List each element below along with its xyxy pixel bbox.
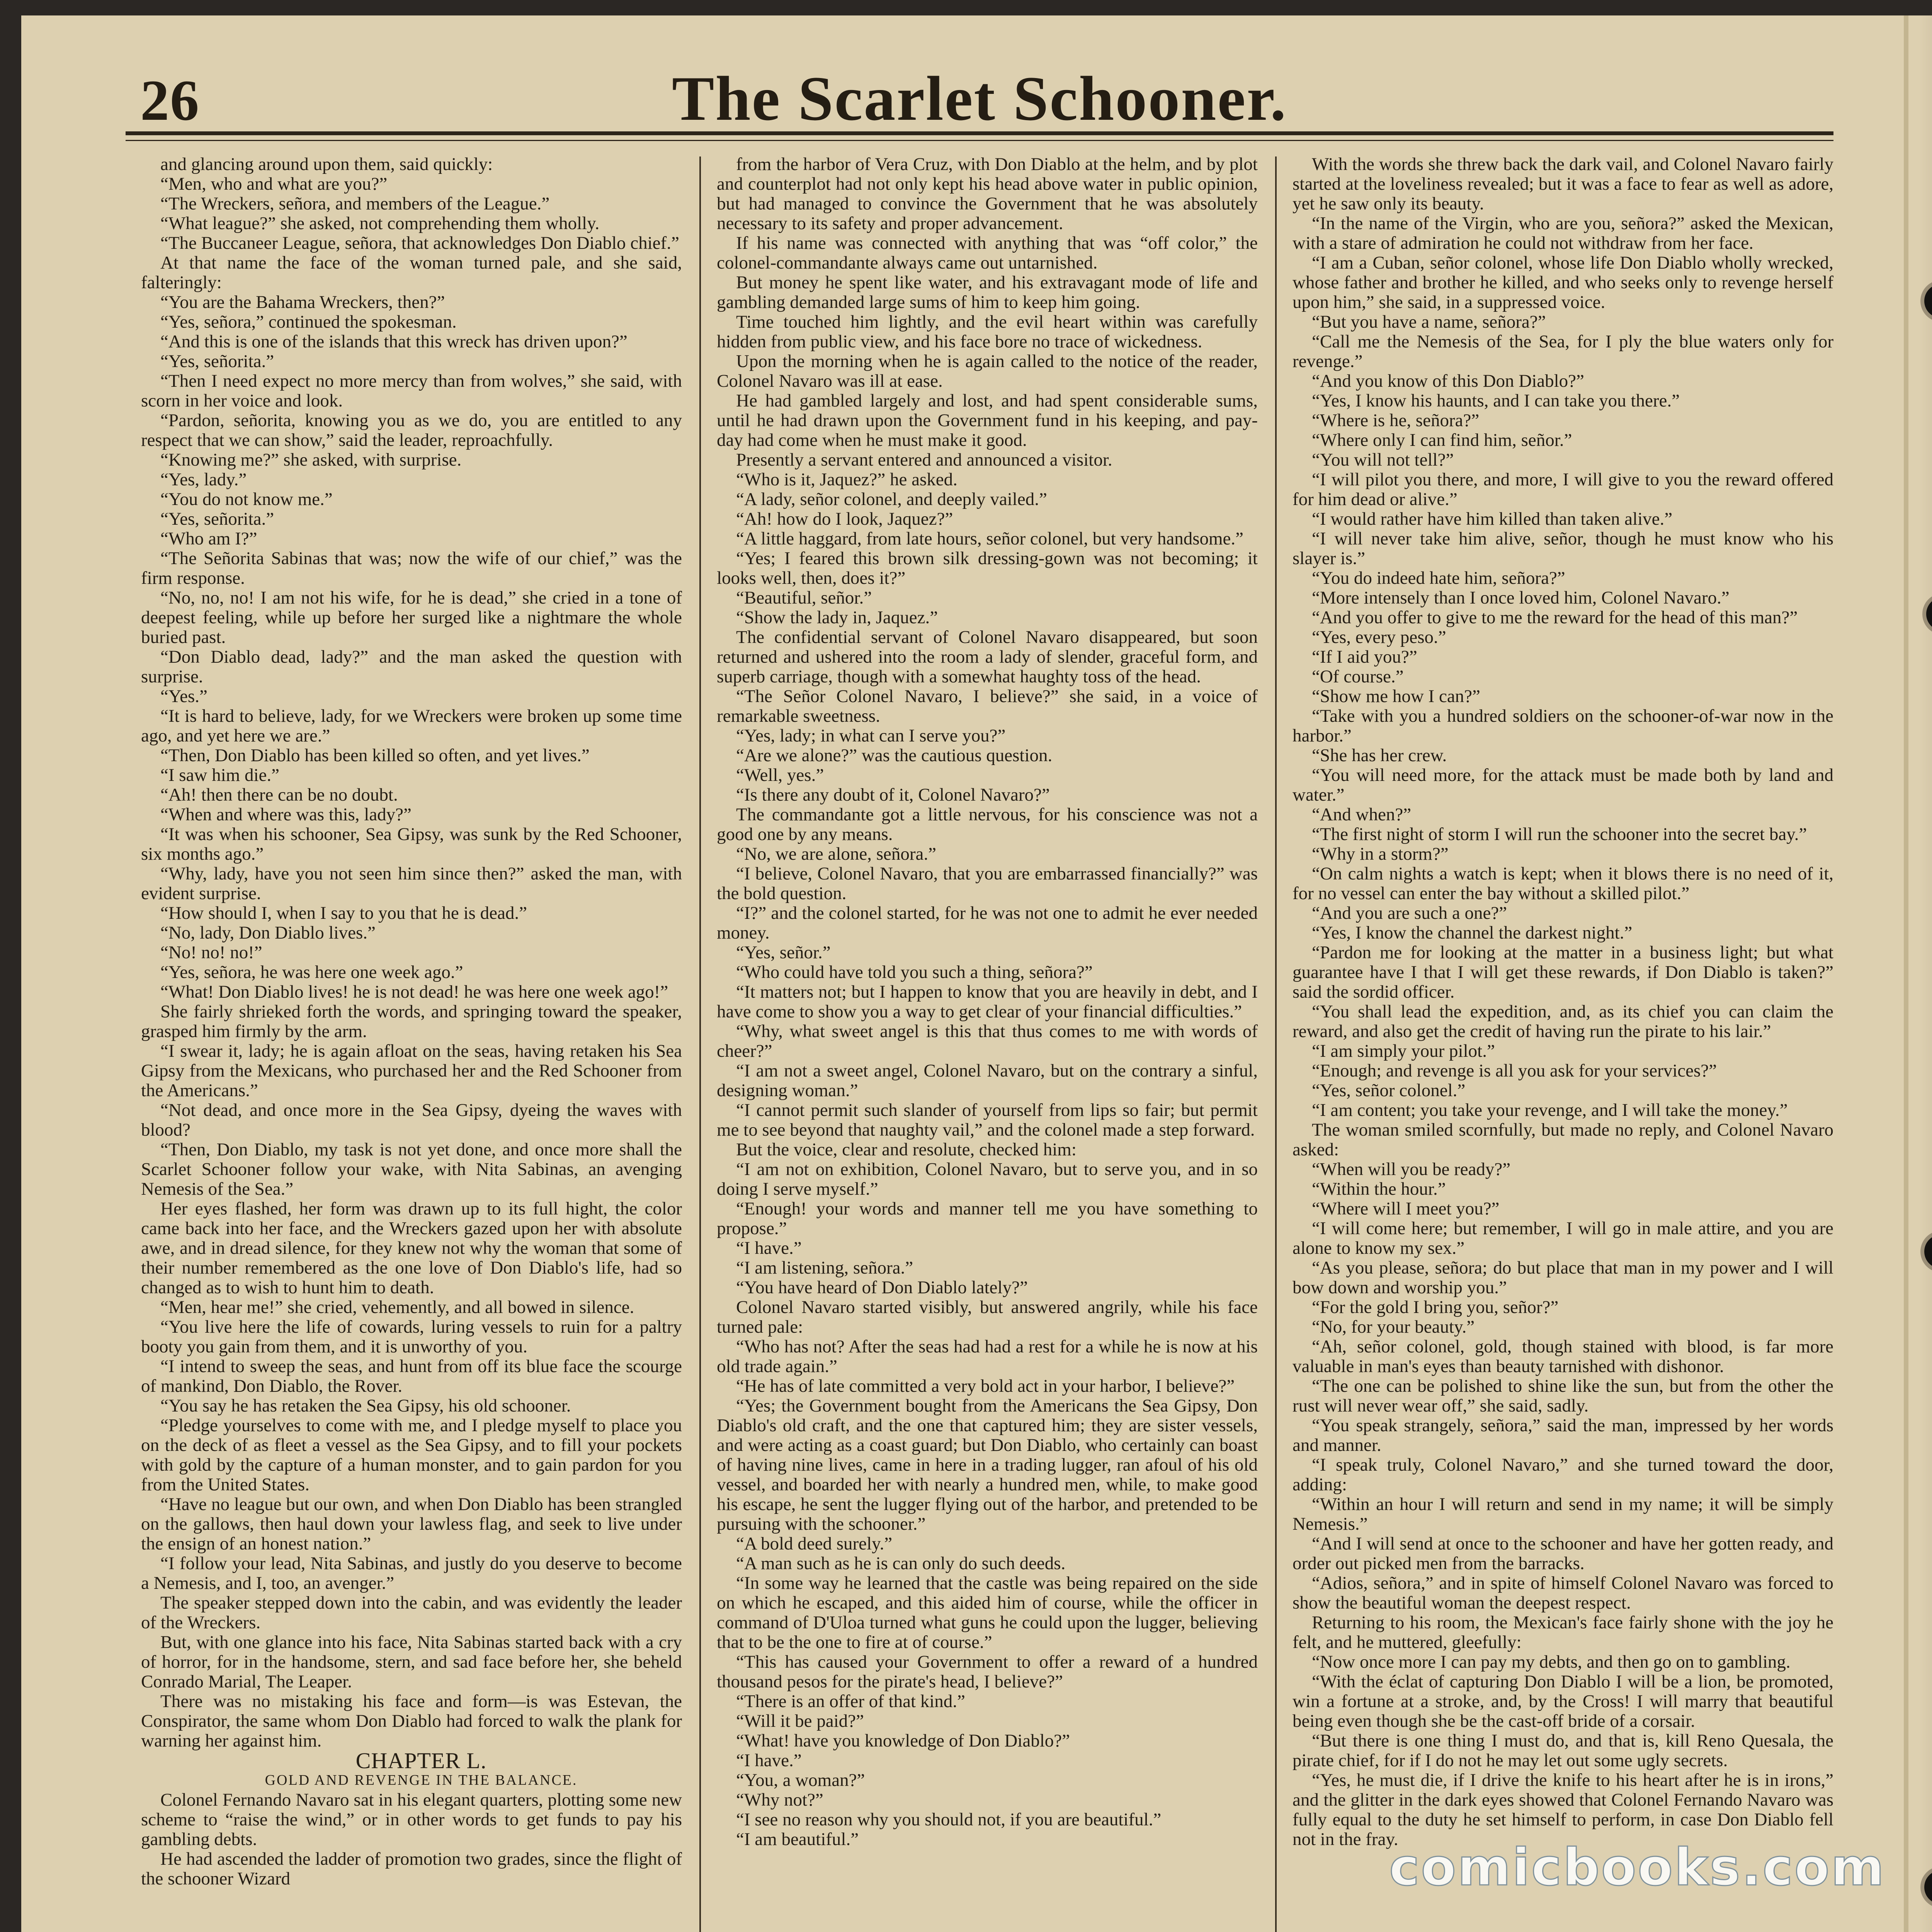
paragraph: “You live here the life of cowards, luring vessels to ruin for a paltry booty you gain from them, and it is unworthy of you. (141, 1317, 682, 1357)
paragraph: “Enough; and revenge is all you ask for your services?” (1312, 1061, 1717, 1081)
paragraph: “Now once more I can pay my debts, and then go on to gambling. (1312, 1652, 1791, 1672)
paragraph: “You have heard of Don Diablo lately?” (736, 1277, 1028, 1298)
paragraph: “I?” and the colonel started, for he was not one to admit he ever needed money. (717, 903, 1258, 943)
paragraph: “I believe, Colonel Navaro, that you are embarrassed financially?” was the bold question. (717, 864, 1258, 903)
paragraph: “Why, what sweet angel is this that thus comes to me with words of cheer?” (717, 1021, 1258, 1061)
paragraph: “Take with you a hundred soldiers on the schooner-of-war now in the harbor.” (1293, 706, 1833, 746)
paragraph: “No, no, no! I am not his wife, for he is dead,” she cried in a tone of deepest feeling, while up before her surged like a nightmare the whole buried past. (141, 588, 682, 647)
paragraph: “In the name of the Virgin, who are you, señora?” asked the Mexican, with a stare of admiration he could not withdraw from her face. (1293, 213, 1833, 253)
paragraph: “Where is he, señora?” (1312, 410, 1480, 430)
paragraph: “Not dead, and once more in the Sea Gipsy, dyeing the waves with blood? (141, 1100, 682, 1140)
paragraph: “No, lady, Don Diablo lives.” (160, 923, 376, 943)
paragraph: “Yes; I feared this brown silk dressing-gown was not becoming; it looks well, then, does it?” (717, 548, 1258, 588)
binding-strip (1904, 15, 1908, 1932)
paragraph: Colonel Fernando Navaro sat in his elegant quarters, plotting some new scheme to “raise the wind,” or in other words to get funds to pay his gambling debts. (141, 1790, 682, 1849)
paragraph: “Don Diablo dead, lady?” and the man asked the question with surprise. (141, 647, 682, 687)
paragraph: “You, a woman?” (736, 1770, 865, 1790)
paragraph: “Who is it, Jaquez?” he asked. (736, 469, 957, 490)
paragraph: “You speak strangely, señora,” said the man, impressed by her words and manner. (1293, 1415, 1833, 1455)
paragraph: from the harbor of Vera Cruz, with Don Diablo at the helm, and by plot and counterplot had not only kept his head above water in public opinion, but had managed to convince the Government that he was absolutely necessary to its safety and proper advancement. (717, 155, 1258, 233)
paragraph: “Yes, señorita.” (160, 509, 274, 529)
column-2 (717, 155, 1258, 1932)
paragraph: The confidential servant of Colonel Navaro disappeared, but soon returned and ushered into the room a lady of slender, graceful form, and superb carriage, though with a somewhat haughty toss of the head. (717, 627, 1258, 687)
paragraph: Time touched him lightly, and the evil heart within was carefully hidden from public view, and his face bore no trace of wickedness. (717, 312, 1258, 352)
paragraph: “The one can be polished to shine like the sun, but from the other the rust will never wear off,” she said, sadly. (1293, 1376, 1833, 1416)
paragraph: “Yes, señor.” (736, 942, 831, 963)
paragraph: “Who am I?” (160, 529, 257, 549)
paragraph: “I swear it, lady; he is again afloat on the seas, having retaken his Sea Gipsy from the Mexicans, who purchased her and the Red Schooner from the Americans.” (141, 1041, 682, 1100)
paragraph: But the voice, clear and resolute, checked him: (736, 1139, 1077, 1160)
paragraph: “Men, who and what are you?” (160, 174, 388, 194)
paragraph: “If I aid you?” (1312, 647, 1417, 667)
paragraph: “Within the hour.” (1312, 1179, 1446, 1199)
paragraph: “Yes, señorita.” (160, 351, 274, 371)
paragraph: “The Señorita Sabinas that was; now the wife of our chief,” was the firm response. (141, 548, 682, 588)
paragraph: “What league?” she asked, not comprehending them wholly. (160, 213, 600, 233)
paragraph: “I cannot permit such slander of yourself from lips so fair; but permit me to see beyond that naughty vail,” and the colonel made a step forward. (717, 1100, 1258, 1140)
paragraph: If his name was connected with anything that was “off color,” the colonel-commandante always came out untarnished. (717, 233, 1258, 273)
paragraph: “Who has not? After the seas had had a rest for a while he is now at his old trade again.” (717, 1337, 1258, 1376)
paragraph: “Yes, señora,” continued the spokesman. (160, 312, 457, 332)
column-3-body (1293, 155, 1833, 1849)
paragraph: “On calm nights a watch is kept; when it blows there is no need of it, for no vessel can enter the bay without a skilled pilot.” (1293, 864, 1833, 903)
paragraph: “What! have you knowledge of Don Diablo?” (736, 1731, 1070, 1751)
paragraph: “And I will send at once to the schooner and have her gotten ready, and order out picked men from the barracks. (1293, 1534, 1833, 1573)
paragraph: “It matters not; but I happen to know that you are heavily in debt, and I have come to show you a way to get clear of your financial difficulties.” (717, 982, 1258, 1022)
paragraph: “How should I, when I say to you that he is dead.” (160, 903, 527, 923)
paragraph: “But you have a name, señora?” (1312, 312, 1546, 332)
paragraph: “But there is one thing I must do, and that is, kill Reno Quesala, the pirate chief, for if I do not he may let out some ugly secrets. (1293, 1731, 1833, 1770)
paragraph: The woman smiled scornfully, but made no reply, and Colonel Navaro asked: (1293, 1120, 1833, 1160)
paragraph: and glancing around upon them, said quickly: (160, 155, 493, 174)
paragraph: Colonel Navaro started visibly, but answered angrily, while his face turned pale: (717, 1297, 1258, 1337)
paragraph: “Well, yes.” (736, 765, 824, 785)
paragraph: “I saw him die.” (160, 765, 280, 785)
paragraph: “Why not?” (736, 1790, 823, 1810)
paragraph: “The Wreckers, señora, and members of the League.” (160, 194, 550, 214)
paragraph: “Have no league but our own, and when Don Diablo has been strangled on the gallows, then haul down your lawless flag, and seek to live under the ensign of an honest nation.” (141, 1494, 682, 1554)
paragraph: “And you are such a one?” (1312, 903, 1507, 923)
column-1 (141, 155, 682, 1932)
paragraph: “The Buccaneer League, señora, that acknowledges Don Diablo chief.” (160, 233, 679, 253)
paragraph: “You say he has retaken the Sea Gipsy, his old schooner. (160, 1396, 571, 1416)
paragraph: “No! no! no!” (160, 942, 262, 963)
paragraph: “Yes, I know the channel the darkest night.” (1312, 923, 1633, 943)
paragraph: “You do indeed hate him, señora?” (1312, 568, 1565, 588)
paragraph: “In some way he learned that the castle was being repaired on the side on which he escaped, and this aided him of course, while the officer in command of D'Uloa turned what guns he could upon the lugger, believing that to be the one to fire at of course.” (717, 1573, 1258, 1652)
paragraph: “A lady, señor colonel, and deeply vailed.” (736, 489, 1047, 509)
paragraph: “I would rather have him killed than taken alive.” (1312, 509, 1673, 529)
paragraph: At that name the face of the woman turned pale, and she said, falteringly: (141, 253, 682, 293)
paragraph: “I am simply your pilot.” (1312, 1041, 1495, 1061)
column-rule-1 (699, 156, 701, 1932)
paragraph: “Then I need expect no more mercy than from wolves,” she said, with scorn in her voice and look. (141, 371, 682, 411)
paragraph: “You shall lead the expedition, and, as its chief you can claim the reward, and also get the credit of having run the pirate to his lair.” (1293, 1002, 1833, 1041)
paragraph: “He has of late committed a very bold act in your harbor, I believe?” (736, 1376, 1235, 1396)
paragraph: She fairly shrieked forth the words, and springing toward the speaker, grasped him firmly by the arm. (141, 1002, 682, 1041)
paragraph: “And when?” (1312, 804, 1412, 825)
paragraph: “No, we are alone, señora.” (736, 844, 937, 864)
paragraph: Returning to his room, the Mexican's face fairly shone with the joy he felt, and he muttered, gleefully: (1293, 1612, 1833, 1652)
paragraph: “Adios, señora,” and in spite of himself Colonel Navaro was forced to show the beautiful woman the deepest respect. (1293, 1573, 1833, 1613)
paragraph: “Where will I meet you?” (1312, 1199, 1500, 1219)
paragraph: “When and where was this, lady?” (160, 804, 412, 825)
paragraph: “Yes.” (160, 686, 207, 706)
paragraph: “Within an hour I will return and send in my name; it will be simply Nemesis.” (1293, 1494, 1833, 1534)
paragraph: “As you please, señora; do but place that man in my power and I will bow down and worship you.” (1293, 1258, 1833, 1298)
paragraph: He had gambled largely and lost, and had spent considerable sums, until he had drawn upon the Government fund in his keeping, and pay-day had come when he must make it good. (717, 391, 1258, 450)
paragraph: “Are we alone?” was the cautious question. (736, 745, 1053, 765)
column-1-body (141, 155, 682, 1751)
paragraph: “She has her crew. (1312, 745, 1447, 765)
paragraph: But, with one glance into his face, Nita Sabinas started back with a cry of horror, for in the handsome, stern, and sad face before her, she beheld Conrado Marial, The Leaper. (141, 1632, 682, 1692)
paragraph: Presently a servant entered and announced a visitor. (736, 450, 1112, 470)
paragraph: “I will come here; but remember, I will go in male attire, and you are alone to know my sex.” (1293, 1218, 1833, 1258)
paragraph: “I am not a sweet angel, Colonel Navaro, but on the contrary a sinful, designing woman.” (717, 1061, 1258, 1100)
chapter-subtitle: GOLD AND REVENGE IN THE BALANCE. (265, 1772, 578, 1788)
paragraph: “There is an offer of that kind.” (736, 1691, 965, 1711)
paragraph: “I speak truly, Colonel Navaro,” and she turned toward the door, adding: (1293, 1455, 1833, 1495)
paragraph: “Ah! then there can be no doubt. (160, 785, 398, 805)
paragraph: “For the gold I bring you, señor?” (1312, 1297, 1559, 1317)
paragraph: “I am beautiful.” (736, 1829, 859, 1849)
header-rule (126, 131, 1833, 135)
paragraph: “Call me the Nemesis of the Sea, for I ply the blue waters only for revenge.” (1293, 332, 1833, 371)
paragraph: “A little haggard, from late hours, señor colonel, but very handsome.” (736, 529, 1244, 549)
column-2-body (717, 155, 1258, 1849)
paragraph: He had ascended the ladder of promotion two grades, since the flight of the schooner Wizard (141, 1849, 682, 1889)
paragraph: “You will not tell?” (1312, 450, 1454, 470)
paragraph: Upon the morning when he is again called to the notice of the reader, Colonel Navaro was ill at ease. (717, 351, 1258, 391)
paragraph: “The first night of storm I will run the schooner into the secret bay.” (1312, 824, 1807, 844)
paragraph: With the words she threw back the dark vail, and Colonel Navaro fairly started at the loveliness revealed; but it was a face to fear as well as adore, yet he saw only its beauty. (1293, 155, 1833, 214)
paragraph: “And you know of this Don Diablo?” (1312, 371, 1584, 391)
paragraph: “Where only I can find him, señor.” (1312, 430, 1572, 450)
paragraph: “Why, lady, have you not seen him since then?” asked the man, with evident surprise. (141, 864, 682, 903)
paragraph: “And this is one of the islands that this wreck has driven upon?” (160, 332, 628, 352)
paragraph: “I am listening, señora.” (736, 1258, 913, 1278)
paragraph: “Beautiful, señor.” (736, 588, 872, 608)
paragraph: “Show the lady in, Jaquez.” (736, 607, 938, 628)
paragraph: “Yes; the Government bought from the Americans the Sea Gipsy, Don Diablo's old craft, and the one that captured him; they are sister vessels, and were acting as a coast guard; but Don Diablo, who certainly can boast of having nine lives, came in here in a trading lugger, ran afoul of his old vessel, and boarded her with nearly a hundred men, while, to make good his escape, he sent the lugger flying out of the harbor, and pretended to be pursuing with the schooner.” (717, 1396, 1258, 1534)
paragraph: “Is there any doubt of it, Colonel Navaro?” (736, 785, 1050, 805)
paragraph: “Then, Don Diablo, my task is not yet done, and once more shall the Scarlet Schooner follow your wake, with Nita Sabinas, an avenging Nemesis of the Sea.” (141, 1139, 682, 1199)
paragraph: “I will pilot you there, and more, I will give to you the reward offered for him dead or alive.” (1293, 469, 1833, 509)
paragraph: “No, for your beauty.” (1312, 1317, 1475, 1337)
page-number: 26 (140, 68, 200, 133)
paragraph: “Why in a storm?” (1312, 844, 1449, 864)
text-columns (141, 155, 1833, 1932)
paragraph: “This has caused your Government to offer a reward of a hundred thousand pesos for the pirate's head, I believe?” (717, 1652, 1258, 1692)
paragraph: “Show me how I can?” (1312, 686, 1480, 706)
paragraph: “A man such as he is can only do such deeds. (736, 1553, 1066, 1573)
paragraph: “Pardon, señorita, knowing you as we do, you are entitled to any respect that we can show,” said the leader, reproachfully. (141, 410, 682, 450)
paragraph: “I intend to sweep the seas, and hunt from off its blue face the scourge of mankind, Don Diablo, the Rover. (141, 1356, 682, 1396)
paragraph: “Knowing me?” she asked, with surprise. (160, 450, 462, 470)
paragraph: Her eyes flashed, her form was drawn up to its full hight, the color came back into her face, and the Wreckers gazed upon her with absolute awe, and in dread silence, for they knew not why the woman that some of their number remembered as the one love of Don Diablo's life, had so changed as to wish to hunt him to death. (141, 1199, 682, 1298)
paragraph: “You will need more, for the attack must be made both by land and water.” (1293, 765, 1833, 805)
paragraph: “With the éclat of capturing Don Diablo I will be a lion, be promoted, win a fortune at a stroke, and, by the Cross! I will marry that beautiful being even though she be the cast-off bride of a corsair. (1293, 1672, 1833, 1731)
paragraph: “I am a Cuban, señor colonel, whose life Don Diablo wholly wrecked, whose father and brother he killed, and who seeks only to revenge herself upon him,” she said, in a suppressed voice. (1293, 253, 1833, 312)
paragraph: “You are the Bahama Wreckers, then?” (160, 292, 445, 312)
running-title: The Scarlet Schooner. (672, 64, 1287, 134)
paragraph: “Will it be paid?” (736, 1711, 864, 1731)
paragraph: “A bold deed surely.” (736, 1534, 893, 1554)
paragraph: “You do not know me.” (160, 489, 333, 509)
paragraph: “Yes, every peso.” (1312, 627, 1446, 647)
paragraph: “It was when his schooner, Sea Gipsy, was sunk by the Red Schooner, six months ago.” (141, 824, 682, 864)
paragraph: “Men, hear me!” she cried, vehemently, and all bowed in silence. (160, 1297, 634, 1317)
column-rule-2 (1275, 156, 1277, 1932)
paragraph: “And you offer to give to me the reward for the head of this man?” (1312, 607, 1798, 628)
paragraph: “Ah! how do I look, Jaquez?” (736, 509, 953, 529)
paragraph: There was no mistaking his face and form—is was Estevan, the Conspirator, the same whom Don Diablo had forced to walk the plank for warning her against him. (141, 1691, 682, 1751)
paragraph: “The Señor Colonel Navaro, I believe?” she said, in a voice of remarkable sweetness. (717, 686, 1258, 726)
paragraph: “I will never take him alive, señor, though he must know who his slayer is.” (1293, 529, 1833, 568)
header-rule-thin (126, 140, 1833, 141)
column-3 (1293, 155, 1833, 1932)
paragraph: The commandante got a little nervous, for his conscience was not a good one by any means. (717, 804, 1258, 844)
paragraph: “When will you be ready?” (1312, 1159, 1511, 1179)
paragraph: But money he spent like water, and his extravagant mode of life and gambling demanded large sums of him to keep him going. (717, 272, 1258, 312)
paragraph: “Of course.” (1312, 667, 1404, 687)
paragraph: “Yes, he must die, if I drive the knife to his heart after he is in irons,” and the glitter in the dark eyes showed that Colonel Fernando Navaro was fully equal to the duty he set himself to perform, in case Don Diablo fell not in the fray. (1293, 1770, 1833, 1849)
paragraph: “I have.” (736, 1238, 802, 1258)
paragraph: “I follow your lead, Nita Sabinas, and justly do you deserve to become a Nemesis, and I, too, an avenger.” (141, 1553, 682, 1593)
chapter-heading: CHAPTER L. (355, 1748, 487, 1773)
column-1-chapter-body (141, 1790, 682, 1889)
paragraph: “Enough! your words and manner tell me you have something to propose.” (717, 1199, 1258, 1238)
paragraph: “Pledge yourselves to come with me, and I pledge myself to place you on the deck of as fleet a vessel as the Sea Gipsy, and to fill your pockets with gold by the capture of a human monster, and to gain pardon for you from the United States. (141, 1415, 682, 1495)
paragraph: “Pardon me for looking at the matter in a business light; but what guarantee have I that I will get these rewards, if Don Diablo is taken?” said the sordid officer. (1293, 942, 1833, 1002)
paragraph: “I have.” (736, 1750, 802, 1770)
paragraph: “Yes, señor colonel.” (1312, 1080, 1466, 1100)
paragraph: “Yes, lady.” (160, 469, 247, 490)
paragraph: “Yes, I know his haunts, and I can take you there.” (1312, 391, 1680, 411)
newspaper-page (21, 15, 1932, 1932)
paragraph: “I see no reason why you should not, if you are beautiful.” (736, 1810, 1162, 1830)
paragraph: “Who could have told you such a thing, señora?” (736, 962, 1093, 982)
paragraph: “I am not on exhibition, Colonel Navaro, but to serve you, and in so doing I serve myself.” (717, 1159, 1258, 1199)
paragraph: “Yes, lady; in what can I serve you?” (736, 726, 1006, 746)
paragraph: The speaker stepped down into the cabin, and was evidently the leader of the Wreckers. (141, 1593, 682, 1633)
paragraph: “Ah, señor colonel, gold, though stained with blood, is far more valuable in man's eyes than beauty tarnished with dishonor. (1293, 1337, 1833, 1376)
paragraph: “What! Don Diablo lives! he is not dead! he was here one week ago!” (160, 982, 668, 1002)
paragraph: “Yes, señora, he was here one week ago.” (160, 962, 463, 982)
watermark: comicbooks.com (1389, 1838, 1886, 1897)
paragraph: “More intensely than I once loved him, Colonel Navaro.” (1312, 588, 1730, 608)
paragraph: “I am content; you take your revenge, and I will take the money.” (1312, 1100, 1788, 1120)
paragraph: “Then, Don Diablo has been killed so often, and yet lives.” (160, 745, 590, 765)
paragraph: “It is hard to believe, lady, for we Wreckers were broken up some time ago, and yet here we are.” (141, 706, 682, 746)
